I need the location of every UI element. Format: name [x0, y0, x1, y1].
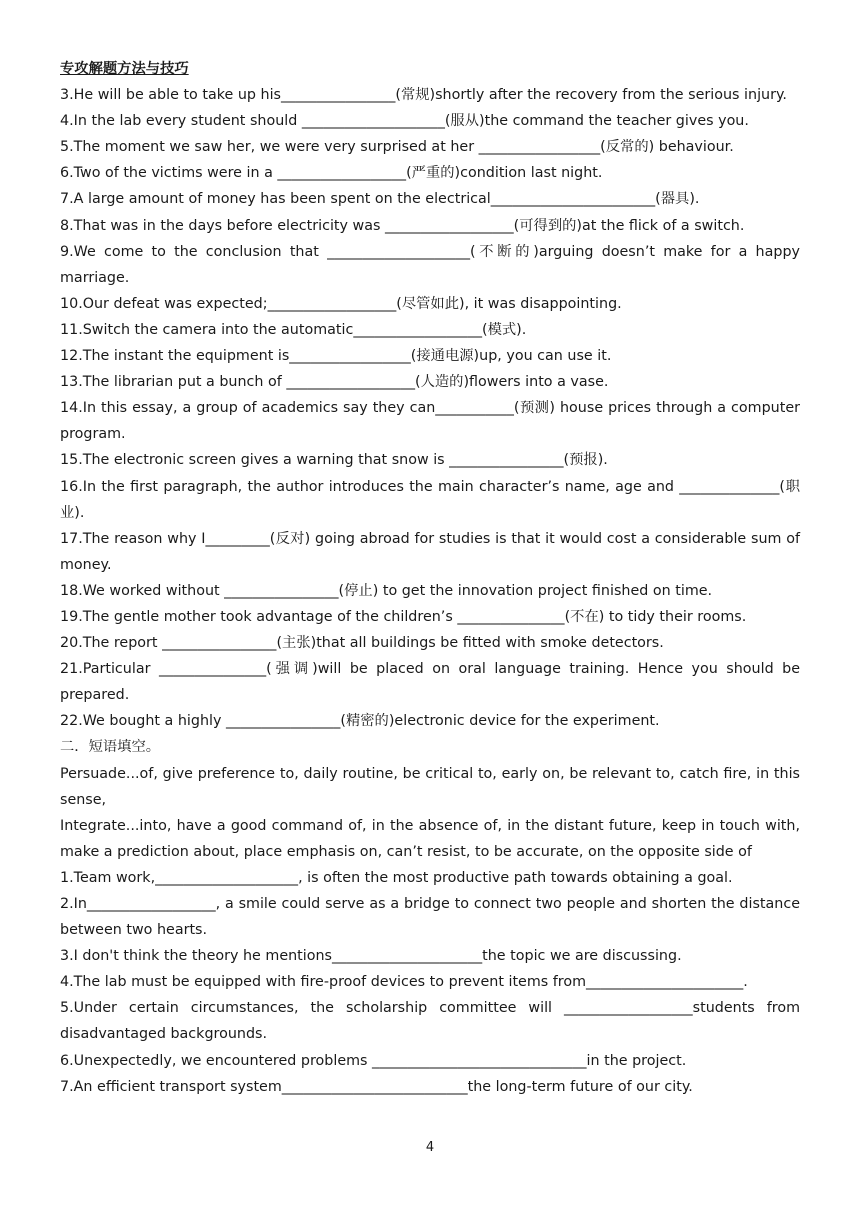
part2-heading: 二．短语填空。: [60, 739, 161, 756]
exercise-item: 8.That was in the days before electricity was __________________(可得到的)at the flick of a switch.: [60, 217, 745, 234]
part1-list: [60, 82, 800, 734]
exercise-item: 15.The electronic screen gives a warning that snow is ________________(预报).: [60, 452, 608, 469]
exercise-item: 14.In this essay, a group of academics say they can___________(预测) house prices through a computer program.: [60, 400, 800, 443]
exercise-item: 17.The reason why I_________(反对) going abroad for studies is that it would cost a considerable sum of money.: [60, 530, 800, 573]
exercise-item: 3.He will be able to take up his________________(常规)shortly after the recovery from the serious injury.: [60, 87, 787, 104]
exercise-item: 9.We come to the conclusion that ____________________(不断的)arguing doesn’t make for a happy marriage.: [60, 243, 800, 286]
part2-list: [60, 865, 800, 1100]
page-number: 4: [425, 1140, 435, 1155]
exercise-item: 6.Two of the victims were in a __________________(严重的)condition last night.: [60, 165, 603, 182]
exercise-item: 6.Unexpectedly, we encountered problems ______________________________in the project.: [60, 1052, 687, 1069]
exercise-item: 5.The moment we saw her, we were very surprised at her _________________(反常的) behaviour.: [60, 139, 734, 156]
phrase-bank-line: Integrate...into, have a good command of, in the absence of, in the distant future, keep in touch with, make a prediction about, place emphasis on, can’t resist, to be accurate, on the opposite side of: [60, 817, 800, 860]
document-page: [60, 56, 800, 1100]
exercise-item: 13.The librarian put a bunch of __________________(人造的)flowers into a vase.: [60, 374, 609, 391]
exercise-item: 12.The instant the equipment is_________________(接通电源)up, you can use it.: [60, 348, 612, 365]
exercise-item: 7.A large amount of money has been spent on the electrical_______________________(器具).: [60, 191, 700, 208]
exercise-item: 11.Switch the camera into the automatic__________________(模式).: [60, 321, 527, 338]
exercise-item: 16.In the first paragraph, the author introduces the main character’s name, age and ______________(职业).: [60, 478, 800, 521]
phrase-bank: [60, 761, 800, 865]
phrase-bank-line: Persuade...of, give preference to, daily routine, be critical to, early on, be relevant to, catch fire, in this sense,: [60, 765, 800, 808]
exercise-item: 20.The report ________________(主张)that all buildings be fitted with smoke detectors.: [60, 635, 664, 652]
exercise-item: 7.An efficient transport system__________________________the long-term future of our city.: [60, 1078, 693, 1095]
exercise-item: 22.We bought a highly ________________(精密的)electronic device for the experiment.: [60, 713, 660, 730]
exercise-item: 4.The lab must be equipped with fire-proof devices to prevent items from______________________.: [60, 974, 748, 991]
exercise-item: 21.Particular _______________(强调)will be placed on oral language training. Hence you should be prepared.: [60, 661, 800, 704]
exercise-item: 19.The gentle mother took advantage of the children’s _______________(不在) to tidy their rooms.: [60, 608, 747, 625]
exercise-item: 4.In the lab every student should ____________________(服从)the command the teacher gives you.: [60, 113, 749, 130]
exercise-item: 2.In__________________, a smile could serve as a bridge to connect two people and shorten the distance between two hearts.: [60, 896, 800, 939]
exercise-item: 18.We worked without ________________(停止) to get the innovation project finished on time.: [60, 582, 713, 599]
exercise-item: 3.I don't think the theory he mentions_____________________the topic we are discussing.: [60, 948, 682, 965]
exercise-item: 1.Team work,____________________, is often the most productive path towards obtaining a goal.: [60, 869, 733, 886]
exercise-item: 10.Our defeat was expected;__________________(尽管如此), it was disappointing.: [60, 295, 622, 312]
exercise-item: 5.Under certain circumstances, the scholarship committee will __________________students from disadvantaged backgrounds.: [60, 1000, 800, 1043]
section-title: 专攻解题方法与技巧: [60, 61, 189, 77]
